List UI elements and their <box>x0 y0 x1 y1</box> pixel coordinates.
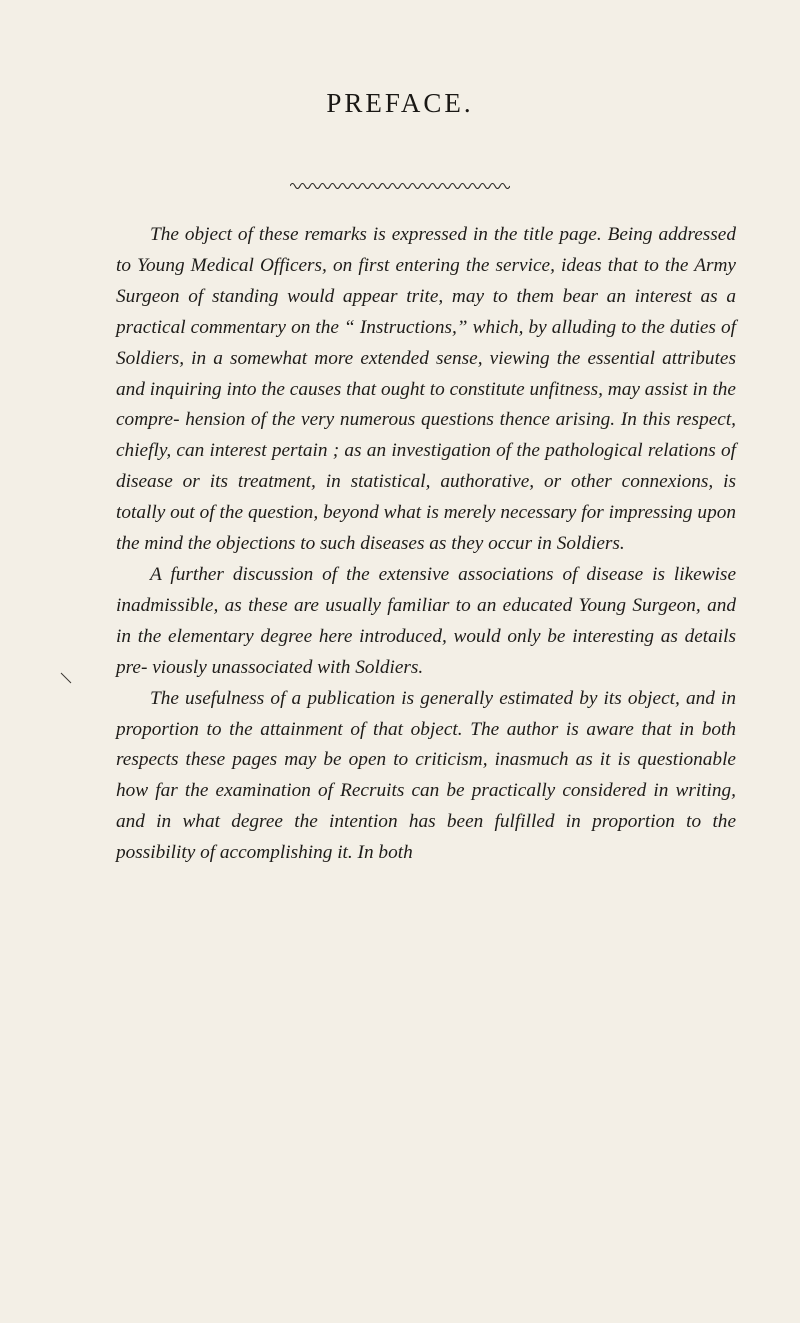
margin-tick-mark <box>60 672 72 684</box>
page-title: PREFACE. <box>326 88 474 118</box>
paragraph-3: The usefulness of a publication is generally estimated by its object, and in proportion to the attainment of that object. The author is aware that in both respects these pages may be open to criticism, inasmuch as it is questionable how far the examination of Recruits can be practically considered in writing, and in what degree the intention has been fulfilled in proportion to the possibility of accomplishing it. In both <box>116 687 736 864</box>
paragraph-1: The object of these remarks is expressed in the title page. Being addressed to Young Medical Officers, on first entering the service, ideas that to the Army Surgeon of standing would appear trite, may to them bear an interest as a practical commentary on the “ Instructions,” which, by alluding to the duties of Soldiers, in a somewhat more extended sense, viewing the essential attributes and inquiring into the causes that ought to constitute unfitness, may assist in the compre- hension of the very numerous questions thence arising. In this respect, chiefly, can interest pertain ; as an investigation of the pathological relations of disease or its treatment, in statistical, authorative, or other connexions, is totally out of the question, beyond what is merely necessary for impressing upon the mind the objections to such diseases as they occur in Soldiers. <box>116 224 736 555</box>
paragraph-2: A further discussion of the extensive associations of disease is likewise inadmissible, as these are usually familiar to an educated Young Surgeon, and in the elementary degree here introduced, would only be interesting as details pre- viously unassociated with Soldiers. <box>116 563 736 678</box>
wavy-rule-ornament <box>290 180 510 192</box>
preface-body <box>116 220 736 869</box>
